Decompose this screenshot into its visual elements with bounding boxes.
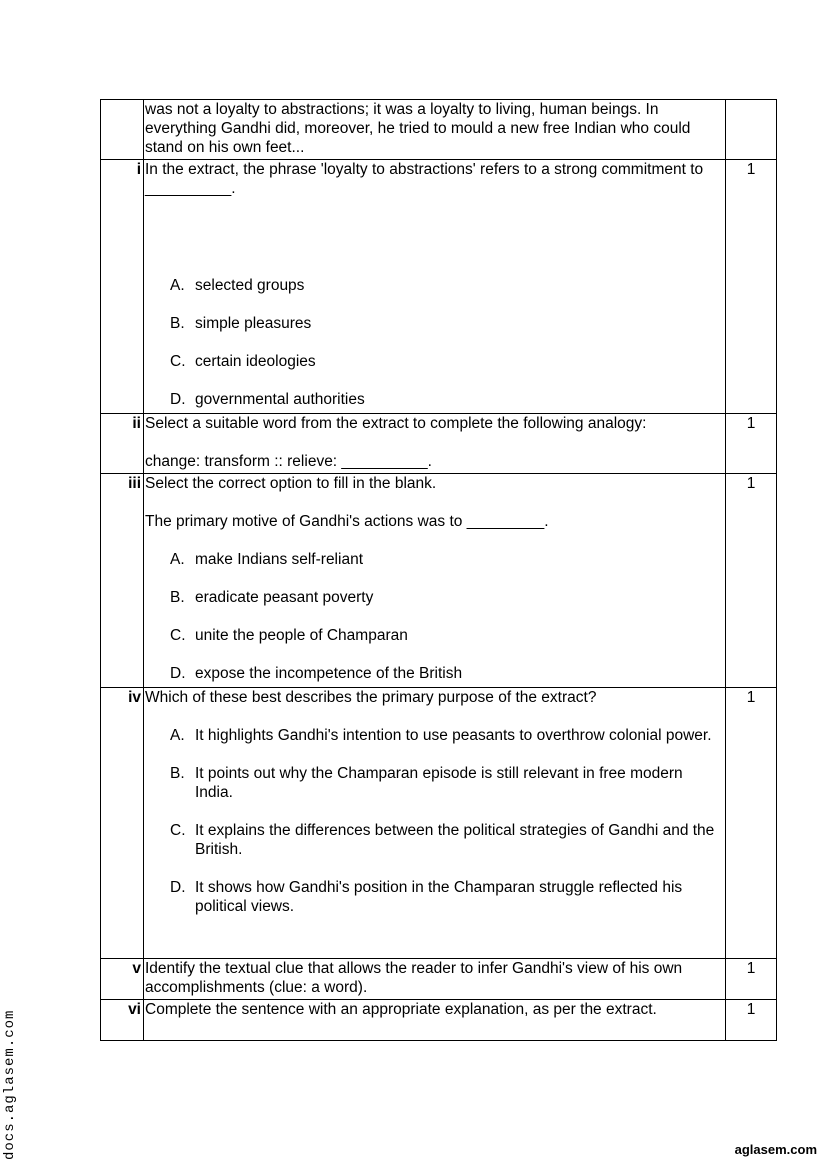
marks-value: 1: [726, 1000, 777, 1041]
marks-value: 1: [726, 688, 777, 959]
option-a: [170, 276, 715, 295]
question-text: Select the correct option to fill in the blank.: [145, 475, 437, 492]
option-text: eradicate peasant poverty: [195, 589, 374, 606]
option-label: D.: [170, 665, 186, 682]
question-number: vi: [101, 1000, 144, 1041]
option-text: expose the incompetence of the British: [195, 665, 463, 682]
option-c: [170, 626, 715, 645]
footer-link[interactable]: aglasem.com: [734, 1142, 817, 1157]
option-d: [170, 878, 715, 916]
question-cell: [144, 474, 726, 688]
question-table: [100, 99, 777, 1041]
side-watermark: docs.aglasem.com: [2, 1009, 18, 1160]
option-text: governmental authorities: [195, 391, 365, 408]
option-label: C.: [170, 627, 186, 644]
option-text: It shows how Gandhi's position in the Champaran struggle reflected his political views.: [195, 879, 683, 915]
question-number: iii: [101, 474, 144, 688]
marks-cell: [726, 100, 777, 160]
question-number-cell: [101, 100, 144, 160]
option-b: [170, 314, 715, 333]
question-cell: [144, 160, 726, 414]
option-text: unite the people of Champaran: [195, 627, 408, 644]
marks-value: 1: [726, 160, 777, 414]
passage-continuation: was not a loyalty to abstractions; it was a loyalty to living, human beings. In everything Gandhi did, moreover, he tried to mould a new free Indian who could stand on his own feet...: [144, 100, 726, 160]
question-text: Identify the textual clue that allows the reader to infer Gandhi's view of his own accomplishments (clue: a word).: [144, 959, 726, 1000]
option-a: [170, 550, 715, 569]
marks-value: 1: [726, 474, 777, 688]
question-number: i: [101, 160, 144, 414]
question-cell: [144, 688, 726, 959]
marks-value: 1: [726, 959, 777, 1000]
question-text: Complete the sentence with an appropriate explanation, as per the extract.: [144, 1000, 726, 1041]
option-label: C.: [170, 822, 186, 839]
option-c: [170, 821, 715, 859]
option-d: [170, 390, 715, 409]
question-number: v: [101, 959, 144, 1000]
option-label: D.: [170, 879, 186, 896]
option-text: It points out why the Champaran episode is still relevant in free modern India.: [195, 765, 683, 801]
question-number: iv: [101, 688, 144, 959]
option-label: B.: [170, 765, 185, 782]
question-number: ii: [101, 414, 144, 474]
option-label: A.: [170, 551, 185, 568]
option-label: D.: [170, 391, 186, 408]
question-subtext: The primary motive of Gandhi's actions was to _________.: [145, 513, 549, 530]
question-subtext: change: transform :: relieve: __________.: [145, 453, 432, 470]
question-text: In the extract, the phrase 'loyalty to abstractions' refers to a strong commitment to __________.: [145, 161, 704, 197]
question-text: Select a suitable word from the extract to complete the following analogy:: [145, 415, 647, 432]
table-row: [101, 100, 777, 160]
option-text: It highlights Gandhi's intention to use peasants to overthrow colonial power.: [195, 727, 712, 744]
option-d: [170, 664, 715, 683]
table-row: [101, 688, 777, 959]
table-row: [101, 474, 777, 688]
option-c: [170, 352, 715, 371]
option-label: B.: [170, 589, 185, 606]
option-b: [170, 764, 715, 802]
option-text: certain ideologies: [195, 353, 316, 370]
option-a: [170, 726, 715, 745]
table-row: [101, 414, 777, 474]
option-label: A.: [170, 277, 185, 294]
table-row: [101, 959, 777, 1000]
question-cell: [144, 414, 726, 474]
option-label: C.: [170, 353, 186, 370]
option-b: [170, 588, 715, 607]
marks-value: 1: [726, 414, 777, 474]
option-label: A.: [170, 727, 185, 744]
option-text: It explains the differences between the political strategies of Gandhi and the British.: [195, 822, 715, 858]
table-row: [101, 160, 777, 414]
option-text: make Indians self-reliant: [195, 551, 363, 568]
option-text: selected groups: [195, 277, 305, 294]
option-text: simple pleasures: [195, 315, 312, 332]
option-label: B.: [170, 315, 185, 332]
question-text: Which of these best describes the primary purpose of the extract?: [145, 689, 597, 706]
table-row: [101, 1000, 777, 1041]
